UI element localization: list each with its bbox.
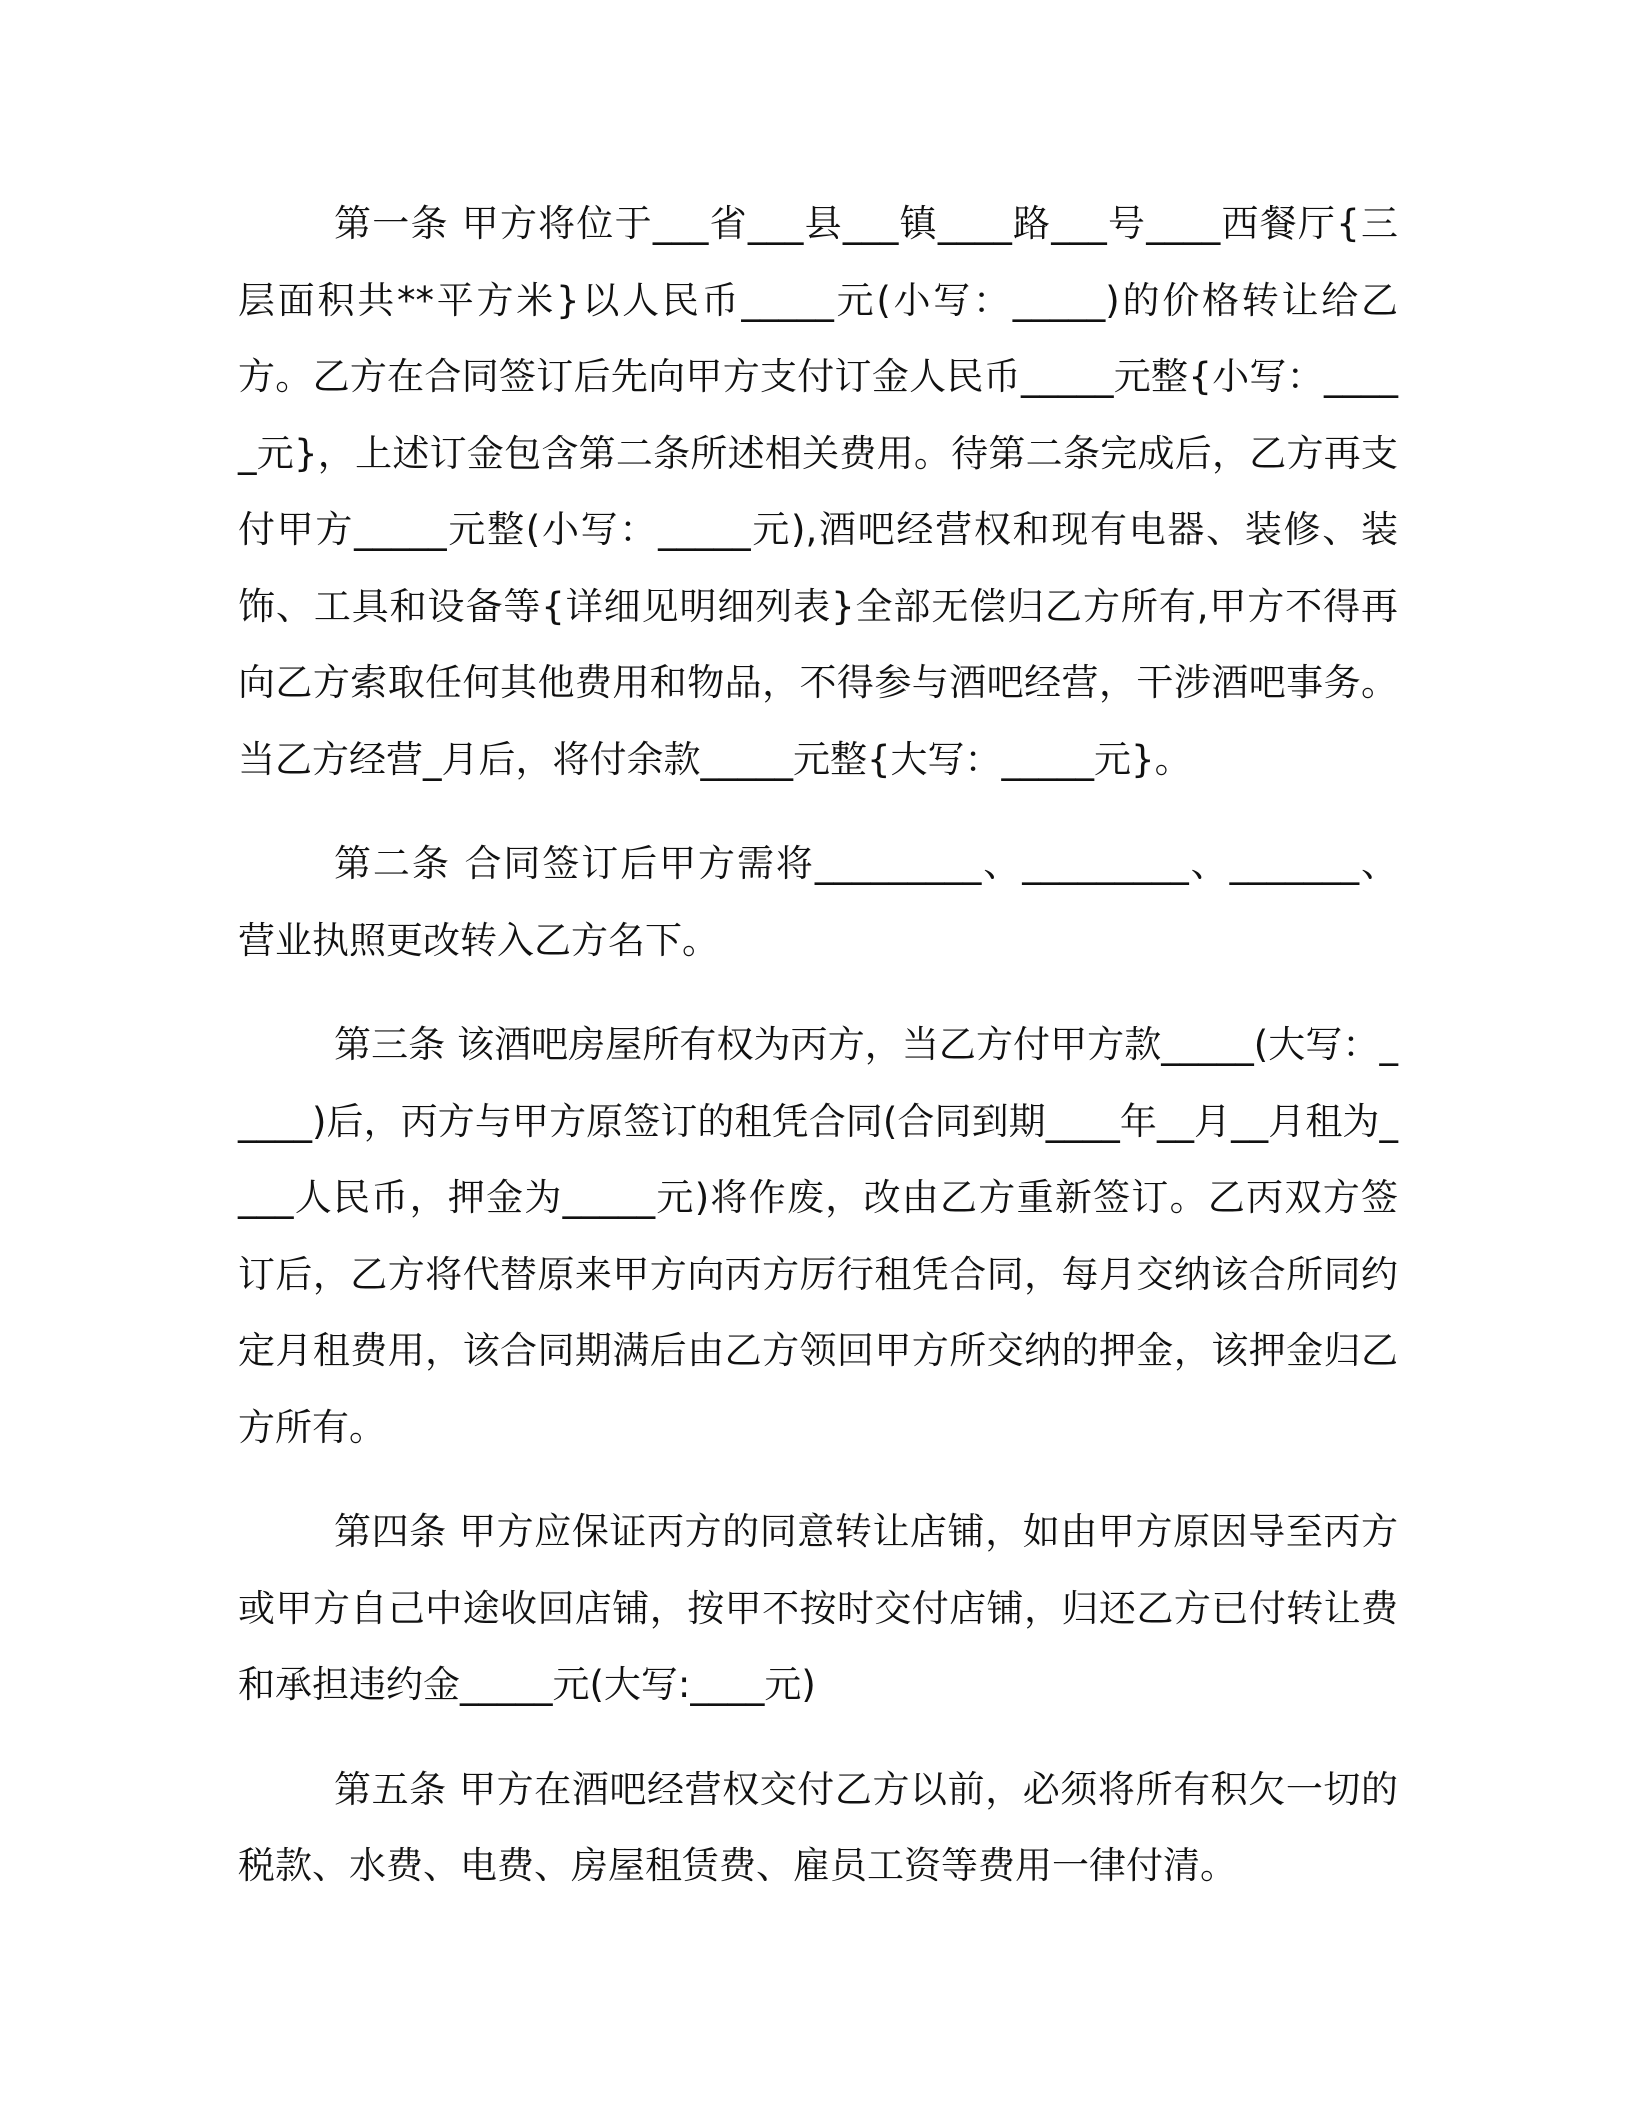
contract-body: [238, 186, 1398, 1933]
article-2: 第二条 合同签订后甲方需将_________、_________、_______、营业执照更改转入乙方名下。: [238, 842, 1398, 962]
article-3: 第三条 该酒吧房屋所有权为丙方，当乙方付甲方款_____(大写：_____)后，丙方与甲方原签订的租凭合同(合同到期____年__月__月租为____人民币，押金为_____元)将作废，改由乙方重新签订。乙丙双方签订后，乙方将代替原来甲方向丙方厉行租凭合同，每月交纳该合所同约定月租费用，该合同期满后由乙方领回甲方所交纳的押金，该押金归乙方所有。: [238, 1023, 1398, 1449]
article-4: 第四条 甲方应保证丙方的同意转让店铺，如由甲方原因导至丙方或甲方自己中途收回店铺，按甲不按时交付店铺，归还乙方已付转让费和承担违约金_____元(大写:____元): [238, 1510, 1398, 1706]
article-1: 第一条 甲方将位于___省___县___镇____路___号____西餐厅{三层面积共**平方米}以人民币_____元(小写：_____)的价格转让给乙方。乙方在合同签订后先向甲方支付订金人民币_____元整{小写：_____元}，上述订金包含第二条所述相关费用。待第二条完成后，乙方再支付甲方_____元整(小写：_____元),酒吧经营权和现有电器、装修、装饰、工具和设备等{详细见明细列表}全部无偿归乙方所有,甲方不得再向乙方索取任何其他费用和物品，不得参与酒吧经营，干涉酒吧事务。当乙方经营_月后，将付余款_____元整{大写：_____元}。: [238, 202, 1398, 781]
article-5: 第五条 甲方在酒吧经营权交付乙方以前，必须将所有积欠一切的税款、水费、电费、房屋租赁费、雇员工资等费用一律付清。: [238, 1767, 1398, 1887]
